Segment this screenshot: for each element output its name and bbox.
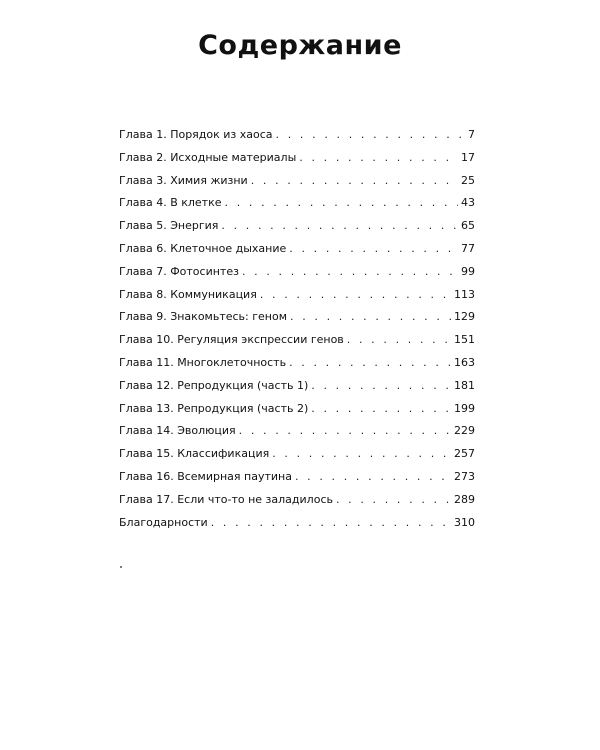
toc-entry-page-number: 77 — [461, 241, 475, 255]
toc-dot-leader — [311, 398, 451, 421]
toc-dot-leader — [251, 170, 458, 193]
toc-entry-page-number: 199 — [454, 401, 475, 415]
toc-entry-page-number: 17 — [461, 150, 475, 164]
toc-entry-page-number: 273 — [454, 469, 475, 483]
toc-entry — [119, 124, 475, 147]
toc-entry — [119, 306, 475, 329]
toc-entry-label: Глава 6. Клеточное дыхание — [119, 241, 287, 255]
toc-dot-leader — [311, 375, 451, 398]
toc-entry-label: Глава 4. В клетке — [119, 196, 222, 210]
stray-mark — [120, 566, 122, 568]
toc-entry-label: Глава 13. Репродукция (часть 2) — [119, 401, 309, 415]
toc-dot-leader — [289, 238, 458, 261]
toc-entry — [119, 398, 475, 421]
toc-entry-label: Глава 15. Классификация — [119, 447, 270, 461]
page-title: Содержание — [198, 30, 402, 61]
toc-entry-label: Глава 9. Знакомьтесь: геном — [119, 310, 288, 324]
toc-entry — [119, 170, 475, 193]
toc-entry — [119, 192, 475, 215]
toc-entry-page-number: 99 — [461, 264, 475, 278]
toc-entry-page-number: 113 — [454, 287, 475, 301]
toc-entry-label: Глава 11. Многоклеточность — [119, 355, 287, 369]
toc-dot-leader — [211, 512, 451, 535]
toc-entry-label: Глава 10. Регуляция экспрессии генов — [119, 333, 344, 347]
toc-entry — [119, 420, 475, 443]
toc-entry-page-number: 7 — [468, 128, 475, 141]
toc-entry — [119, 352, 475, 375]
toc-entry — [119, 375, 475, 398]
toc-dot-leader — [289, 352, 451, 375]
toc-dot-leader — [225, 192, 459, 215]
toc-entry-label: Глава 5. Энергия — [119, 219, 219, 233]
toc-entry-label: Глава 2. Исходные материалы — [119, 150, 297, 164]
toc-entry-page-number: 25 — [461, 173, 475, 187]
table-of-contents — [119, 124, 475, 534]
toc-entry — [119, 238, 475, 261]
toc-dot-leader — [260, 284, 451, 307]
toc-dot-leader — [272, 443, 451, 466]
toc-dot-leader — [290, 306, 451, 329]
toc-entry — [119, 512, 475, 535]
toc-entry-label: Глава 16. Всемирная паутина — [119, 469, 292, 483]
toc-dot-leader — [239, 420, 451, 443]
toc-entry-page-number: 229 — [454, 424, 475, 438]
toc-entry-page-number: 289 — [454, 492, 475, 506]
toc-entry — [119, 261, 475, 284]
toc-entry-label: Глава 8. Коммуникация — [119, 287, 257, 301]
toc-entry — [119, 147, 475, 170]
toc-entry-page-number: 310 — [454, 515, 475, 529]
toc-dot-leader — [347, 329, 451, 352]
toc-dot-leader — [221, 215, 458, 238]
toc-dot-leader — [242, 261, 458, 284]
toc-entry-page-number: 129 — [454, 310, 475, 324]
toc-entry-label: Глава 12. Репродукция (часть 1) — [119, 378, 309, 392]
toc-dot-leader — [299, 147, 458, 170]
toc-dot-leader — [336, 489, 451, 512]
toc-dot-leader — [295, 466, 451, 489]
toc-entry-label: Глава 1. Порядок из хаоса — [119, 128, 273, 141]
toc-entry-label: Глава 17. Если что-то не заладилось — [119, 492, 333, 506]
toc-entry-page-number: 181 — [454, 378, 475, 392]
toc-entry — [119, 466, 475, 489]
toc-entry — [119, 215, 475, 238]
toc-entry-page-number: 163 — [454, 355, 475, 369]
toc-entry-label: Благодарности — [119, 515, 208, 529]
toc-entry-page-number: 151 — [454, 333, 475, 347]
toc-entry-label: Глава 14. Эволюция — [119, 424, 236, 438]
toc-entry-page-number: 65 — [461, 219, 475, 233]
toc-entry — [119, 329, 475, 352]
toc-entry — [119, 443, 475, 466]
toc-entry-label: Глава 3. Химия жизни — [119, 173, 248, 187]
toc-entry — [119, 489, 475, 512]
toc-dot-leader — [276, 124, 465, 147]
toc-entry-label: Глава 7. Фотосинтез — [119, 264, 239, 278]
toc-entry-page-number: 257 — [454, 447, 475, 461]
toc-entry — [119, 284, 475, 307]
toc-entry-page-number: 43 — [461, 196, 475, 210]
